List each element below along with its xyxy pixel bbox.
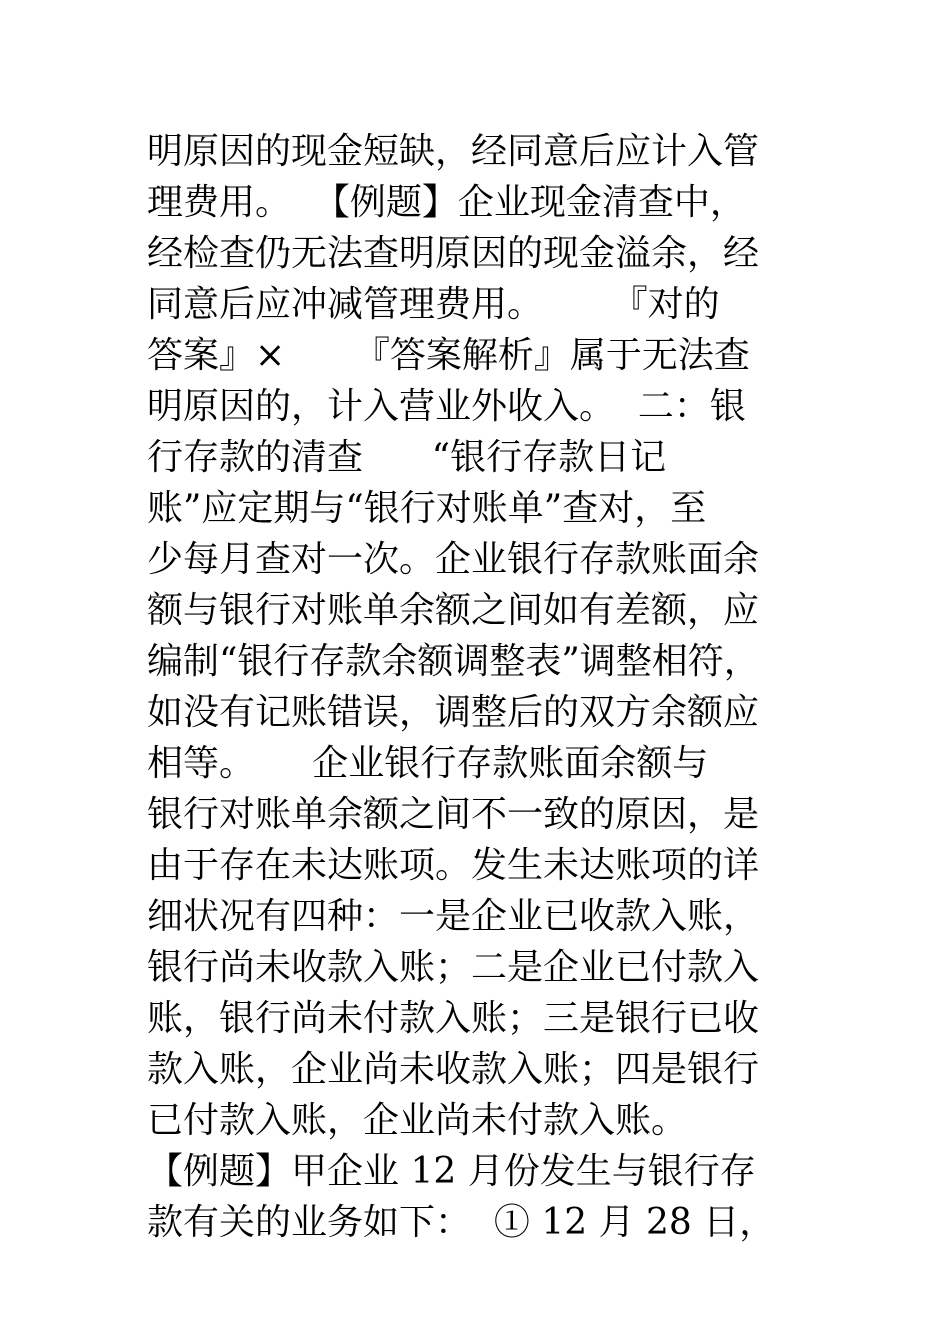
text-line: 明原因的现金短缺，经同意后应计入管 — [147, 131, 760, 172]
text-line: 行存款的清查 “银行存款日记 — [147, 437, 667, 478]
text-line: 同意后应冲减管理费用。 『对的 — [147, 284, 720, 325]
text-line: 少每月查对一次。企业银行存款账面余 — [147, 539, 760, 580]
text-line: 账”应定期与“银行对账单”查对，至 — [147, 488, 707, 529]
text-line: 如没有记账错误，调整后的双方余额应 — [147, 692, 760, 733]
document-body — [147, 126, 817, 1248]
text-line: 账，银行尚未付款入账；三是银行已收 — [147, 998, 760, 1039]
text-line: 编制“银行存款余额调整表”调整相符， — [147, 641, 760, 682]
text-line: 银行尚未收款入账；二是企业已付款入 — [147, 947, 760, 988]
text-line: 额与银行对账单余额之间如有差额，应 — [147, 590, 760, 631]
text-line: 【例题】甲企业 12 月份发生与银行存 — [147, 1151, 756, 1192]
text-line: 明原因的，计入营业外收入。 二：银 — [147, 386, 746, 427]
text-line: 已付款入账，企业尚未付款入账。 — [147, 1100, 688, 1141]
text-line: 经检查仍无法查明原因的现金溢余，经 — [147, 233, 760, 274]
text-line: 款入账，企业尚未收款入账；四是银行 — [147, 1049, 760, 1090]
text-line: 款有关的业务如下： ① 12 月 28 日， — [147, 1202, 776, 1243]
text-line: 银行对账单余额之间不一致的原因，是 — [147, 794, 760, 835]
text-line: 由于存在未达账项。发生未达账项的详 — [147, 845, 760, 886]
text-line: 理费用。 【例题】企业现金清查中， — [147, 182, 746, 223]
text-line: 相等。 企业银行存款账面余额与 — [147, 743, 709, 784]
text-line: 答案』× 『答案解析』属于无法查 — [147, 335, 750, 376]
text-line: 细状况有四种：一是企业已收款入账， — [147, 896, 760, 937]
